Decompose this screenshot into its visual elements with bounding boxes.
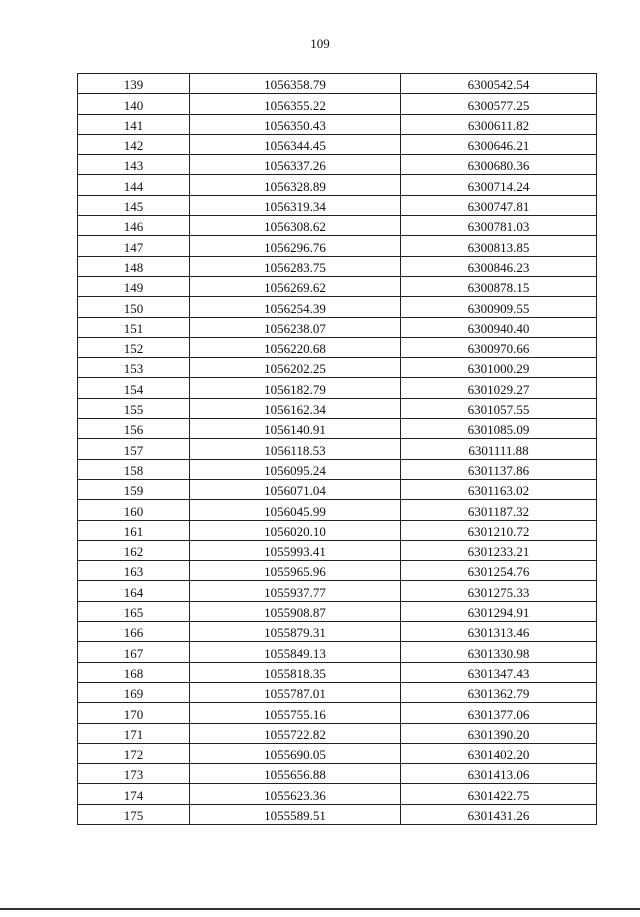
table-row	[78, 155, 597, 175]
y-coordinate-cell: 6300747.81	[401, 195, 597, 215]
x-coordinate-cell: 1056337.26	[190, 155, 401, 175]
y-coordinate-cell: 6300714.24	[401, 175, 597, 195]
y-coordinate-cell: 6301254.76	[401, 561, 597, 581]
x-coordinate-cell: 1056202.25	[190, 358, 401, 378]
table-row	[78, 662, 597, 682]
point-number-cell: 162	[78, 540, 190, 560]
table-row	[78, 581, 597, 601]
point-number-cell: 158	[78, 459, 190, 479]
point-number-cell: 175	[78, 804, 190, 824]
point-number-cell: 148	[78, 256, 190, 276]
y-coordinate-cell: 6301210.72	[401, 520, 597, 540]
y-coordinate-cell: 6300846.23	[401, 256, 597, 276]
y-coordinate-cell: 6300542.54	[401, 74, 597, 94]
table-row	[78, 703, 597, 723]
y-coordinate-cell: 6301390.20	[401, 723, 597, 743]
x-coordinate-cell: 1055656.88	[190, 764, 401, 784]
y-coordinate-cell: 6300813.85	[401, 236, 597, 256]
point-number-cell: 142	[78, 134, 190, 154]
x-coordinate-cell: 1055722.82	[190, 723, 401, 743]
x-coordinate-cell: 1055908.87	[190, 601, 401, 621]
point-number-cell: 164	[78, 581, 190, 601]
x-coordinate-cell: 1055879.31	[190, 622, 401, 642]
y-coordinate-cell: 6301233.21	[401, 540, 597, 560]
table-row	[78, 520, 597, 540]
point-number-cell: 143	[78, 155, 190, 175]
point-number-cell: 156	[78, 419, 190, 439]
x-coordinate-cell: 1056182.79	[190, 378, 401, 398]
x-coordinate-cell: 1055623.36	[190, 784, 401, 804]
x-coordinate-cell: 1055937.77	[190, 581, 401, 601]
point-number-cell: 172	[78, 743, 190, 763]
point-number-cell: 159	[78, 479, 190, 499]
point-number-cell: 174	[78, 784, 190, 804]
point-number-cell: 139	[78, 74, 190, 94]
y-coordinate-cell: 6301085.09	[401, 419, 597, 439]
y-coordinate-cell: 6301000.29	[401, 358, 597, 378]
table-row	[78, 398, 597, 418]
y-coordinate-cell: 6300940.40	[401, 317, 597, 337]
table-row	[78, 540, 597, 560]
point-number-cell: 144	[78, 175, 190, 195]
table-row	[78, 358, 597, 378]
table-row	[78, 297, 597, 317]
point-number-cell: 152	[78, 337, 190, 357]
table-row	[78, 439, 597, 459]
point-number-cell: 155	[78, 398, 190, 418]
x-coordinate-cell: 1056238.07	[190, 317, 401, 337]
y-coordinate-cell: 6300970.66	[401, 337, 597, 357]
table-row	[78, 743, 597, 763]
y-coordinate-cell: 6301362.79	[401, 682, 597, 702]
point-number-cell: 166	[78, 622, 190, 642]
table-row	[78, 94, 597, 114]
page-number: 109	[310, 36, 330, 51]
y-coordinate-cell: 6301313.46	[401, 622, 597, 642]
x-coordinate-cell: 1056308.62	[190, 216, 401, 236]
table-row	[78, 723, 597, 743]
y-coordinate-cell: 6300781.03	[401, 216, 597, 236]
x-coordinate-cell: 1055849.13	[190, 642, 401, 662]
point-number-cell: 149	[78, 276, 190, 296]
x-coordinate-cell: 1055690.05	[190, 743, 401, 763]
point-number-cell: 161	[78, 520, 190, 540]
table-row	[78, 500, 597, 520]
table-row	[78, 236, 597, 256]
table-row	[78, 784, 597, 804]
page-bottom-edge	[0, 908, 640, 910]
table-row	[78, 216, 597, 236]
x-coordinate-cell: 1055787.01	[190, 682, 401, 702]
y-coordinate-cell: 6301029.27	[401, 378, 597, 398]
x-coordinate-cell: 1055818.35	[190, 662, 401, 682]
y-coordinate-cell: 6300611.82	[401, 114, 597, 134]
y-coordinate-cell: 6301377.06	[401, 703, 597, 723]
table-row	[78, 195, 597, 215]
x-coordinate-cell: 1056045.99	[190, 500, 401, 520]
table-row	[78, 134, 597, 154]
table-row	[78, 378, 597, 398]
table-row	[78, 276, 597, 296]
table-row	[78, 804, 597, 824]
point-number-cell: 150	[78, 297, 190, 317]
y-coordinate-cell: 6301347.43	[401, 662, 597, 682]
y-coordinate-cell: 6301294.91	[401, 601, 597, 621]
x-coordinate-cell: 1056355.22	[190, 94, 401, 114]
table-row	[78, 682, 597, 702]
table-row	[78, 764, 597, 784]
table-row	[78, 419, 597, 439]
table-row	[78, 256, 597, 276]
point-number-cell: 163	[78, 561, 190, 581]
x-coordinate-cell: 1055589.51	[190, 804, 401, 824]
x-coordinate-cell: 1055993.41	[190, 540, 401, 560]
table-row	[78, 479, 597, 499]
x-coordinate-cell: 1055755.16	[190, 703, 401, 723]
x-coordinate-cell: 1056344.45	[190, 134, 401, 154]
x-coordinate-cell: 1056296.76	[190, 236, 401, 256]
point-number-cell: 165	[78, 601, 190, 621]
y-coordinate-cell: 6300646.21	[401, 134, 597, 154]
y-coordinate-cell: 6301422.75	[401, 784, 597, 804]
table-row	[78, 337, 597, 357]
table-row	[78, 175, 597, 195]
y-coordinate-cell: 6300909.55	[401, 297, 597, 317]
point-number-cell: 145	[78, 195, 190, 215]
y-coordinate-cell: 6301057.55	[401, 398, 597, 418]
y-coordinate-cell: 6301330.98	[401, 642, 597, 662]
table-row	[78, 74, 597, 94]
y-coordinate-cell: 6301163.02	[401, 479, 597, 499]
x-coordinate-cell: 1056319.34	[190, 195, 401, 215]
x-coordinate-cell: 1056095.24	[190, 459, 401, 479]
y-coordinate-cell: 6300577.25	[401, 94, 597, 114]
x-coordinate-cell: 1056162.34	[190, 398, 401, 418]
table-row	[78, 114, 597, 134]
x-coordinate-cell: 1056328.89	[190, 175, 401, 195]
y-coordinate-cell: 6300878.15	[401, 276, 597, 296]
x-coordinate-cell: 1056118.53	[190, 439, 401, 459]
point-number-cell: 141	[78, 114, 190, 134]
point-number-cell: 151	[78, 317, 190, 337]
point-number-cell: 154	[78, 378, 190, 398]
table-row	[78, 561, 597, 581]
y-coordinate-cell: 6301111.88	[401, 439, 597, 459]
x-coordinate-cell: 1056220.68	[190, 337, 401, 357]
x-coordinate-cell: 1055965.96	[190, 561, 401, 581]
y-coordinate-cell: 6301187.32	[401, 500, 597, 520]
x-coordinate-cell: 1056254.39	[190, 297, 401, 317]
point-number-cell: 169	[78, 682, 190, 702]
table-row	[78, 601, 597, 621]
point-number-cell: 167	[78, 642, 190, 662]
point-number-cell: 157	[78, 439, 190, 459]
x-coordinate-cell: 1056020.10	[190, 520, 401, 540]
x-coordinate-cell: 1056350.43	[190, 114, 401, 134]
point-number-cell: 146	[78, 216, 190, 236]
x-coordinate-cell: 1056140.91	[190, 419, 401, 439]
y-coordinate-cell: 6301413.06	[401, 764, 597, 784]
point-number-cell: 140	[78, 94, 190, 114]
y-coordinate-cell: 6300680.36	[401, 155, 597, 175]
y-coordinate-cell: 6301275.33	[401, 581, 597, 601]
point-number-cell: 168	[78, 662, 190, 682]
y-coordinate-cell: 6301431.26	[401, 804, 597, 824]
x-coordinate-cell: 1056269.62	[190, 276, 401, 296]
x-coordinate-cell: 1056071.04	[190, 479, 401, 499]
point-number-cell: 160	[78, 500, 190, 520]
x-coordinate-cell: 1056283.75	[190, 256, 401, 276]
y-coordinate-cell: 6301137.86	[401, 459, 597, 479]
table-row	[78, 317, 597, 337]
table-body	[78, 74, 597, 825]
point-number-cell: 171	[78, 723, 190, 743]
point-number-cell: 170	[78, 703, 190, 723]
point-number-cell: 153	[78, 358, 190, 378]
point-number-cell: 173	[78, 764, 190, 784]
table-row	[78, 642, 597, 662]
y-coordinate-cell: 6301402.20	[401, 743, 597, 763]
table-row	[78, 622, 597, 642]
table-row	[78, 459, 597, 479]
coordinates-table	[77, 73, 597, 825]
x-coordinate-cell: 1056358.79	[190, 74, 401, 94]
point-number-cell: 147	[78, 236, 190, 256]
